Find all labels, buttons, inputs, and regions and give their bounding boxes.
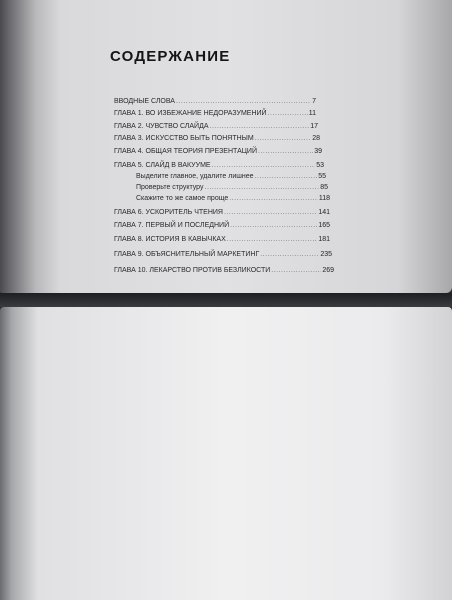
toc-entry [136,193,330,204]
toc-entry-page: 235 [320,251,332,258]
toc-leader-dots [255,171,318,182]
toc-leader-dots [210,121,310,132]
toc-leader-dots [205,182,320,193]
toc-entry-page: 53 [316,162,324,169]
toc-leader-dots [268,108,308,119]
toc-entry-label: ГЛАВА 6. УСКОРИТЕЛЬ ЧТЕНИЯ [114,209,223,216]
toc-entry-label: ГЛАВА 3. ИСКУССТВО БЫТЬ ПОНЯТНЫМ [114,135,254,142]
toc-entry-label: ГЛАВА 2. ЧУВСТВО СЛАЙДА [114,123,209,130]
toc-entry-label: Скажите то же самое проще [136,195,229,202]
bottom-page [0,307,452,600]
toc-entry-page: 141 [318,209,330,216]
toc-entry-page: 269 [322,267,334,274]
toc-entry-label: ГЛАВА 10. ЛЕКАРСТВО ПРОТИВ БЕЗЛИКОСТИ [114,267,271,274]
toc-entry [114,160,324,171]
toc-leader-dots [176,96,311,107]
top-page [0,0,452,293]
toc-entry-page: 28 [312,135,320,142]
toc-entry [114,207,330,218]
toc-entry [114,234,330,245]
toc-leader-dots [258,146,313,157]
toc-entry-page: 55 [318,173,326,180]
toc-leader-dots [229,193,318,204]
toc-entry-page: 181 [318,236,330,243]
toc-entry-label: ГЛАВА 5. СЛАЙД В ВАКУУМЕ [114,162,211,169]
toc-entry-page: 39 [314,148,322,155]
toc-entry [114,146,322,157]
toc-leader-dots [260,249,319,260]
toc-entry-label: ГЛАВА 1. ВО ИЗБЕЖАНИЕ НЕДОРАЗУМЕНИЙ [114,110,267,117]
toc-entry-label: ГЛАВА 8. ИСТОРИЯ В КАВЫЧКАХ [114,236,226,243]
toc-entry [136,182,328,193]
toc-leader-dots [227,234,318,245]
toc-entry [114,265,334,276]
toc-entry-page: 17 [310,123,318,130]
toc-entry-page: 11 [308,110,316,117]
toc-leader-dots [212,160,316,171]
toc-title: СОДЕРЖАНИЕ [110,48,231,65]
toc-leader-dots [230,220,317,231]
toc-entry-label: ВВОДНЫЕ СЛОВА [114,98,175,105]
toc-entry [114,133,320,144]
toc-entry-label: Выделите главное, удалите лишнее [136,173,254,180]
page-gap [0,293,452,307]
toc-entry-page: 118 [318,195,330,202]
toc-entry-page: 85 [320,184,328,191]
toc-entry [114,108,316,119]
toc-entry [114,249,332,260]
toc-entry-page: 165 [318,222,330,229]
toc-entry-page: 7 [312,98,316,105]
toc-entry [114,220,330,231]
toc-entry-label: Проверьте структуру [136,184,204,191]
toc-entry [136,171,326,182]
toc-leader-dots [255,133,311,144]
toc-leader-dots [224,207,317,218]
toc-leader-dots [271,265,321,276]
toc-entry-label: ГЛАВА 9. ОБЪЯСНИТЕЛЬНЫЙ МАРКЕТИНГ [114,251,260,258]
toc-entry-label: ГЛАВА 4. ОБЩАЯ ТЕОРИЯ ПРЕЗЕНТАЦИЙ [114,148,257,155]
toc-entry [114,121,318,132]
toc-entry-label: ГЛАВА 7. ПЕРВЫЙ И ПОСЛЕДНИЙ [114,222,230,229]
toc-entry [114,96,316,107]
